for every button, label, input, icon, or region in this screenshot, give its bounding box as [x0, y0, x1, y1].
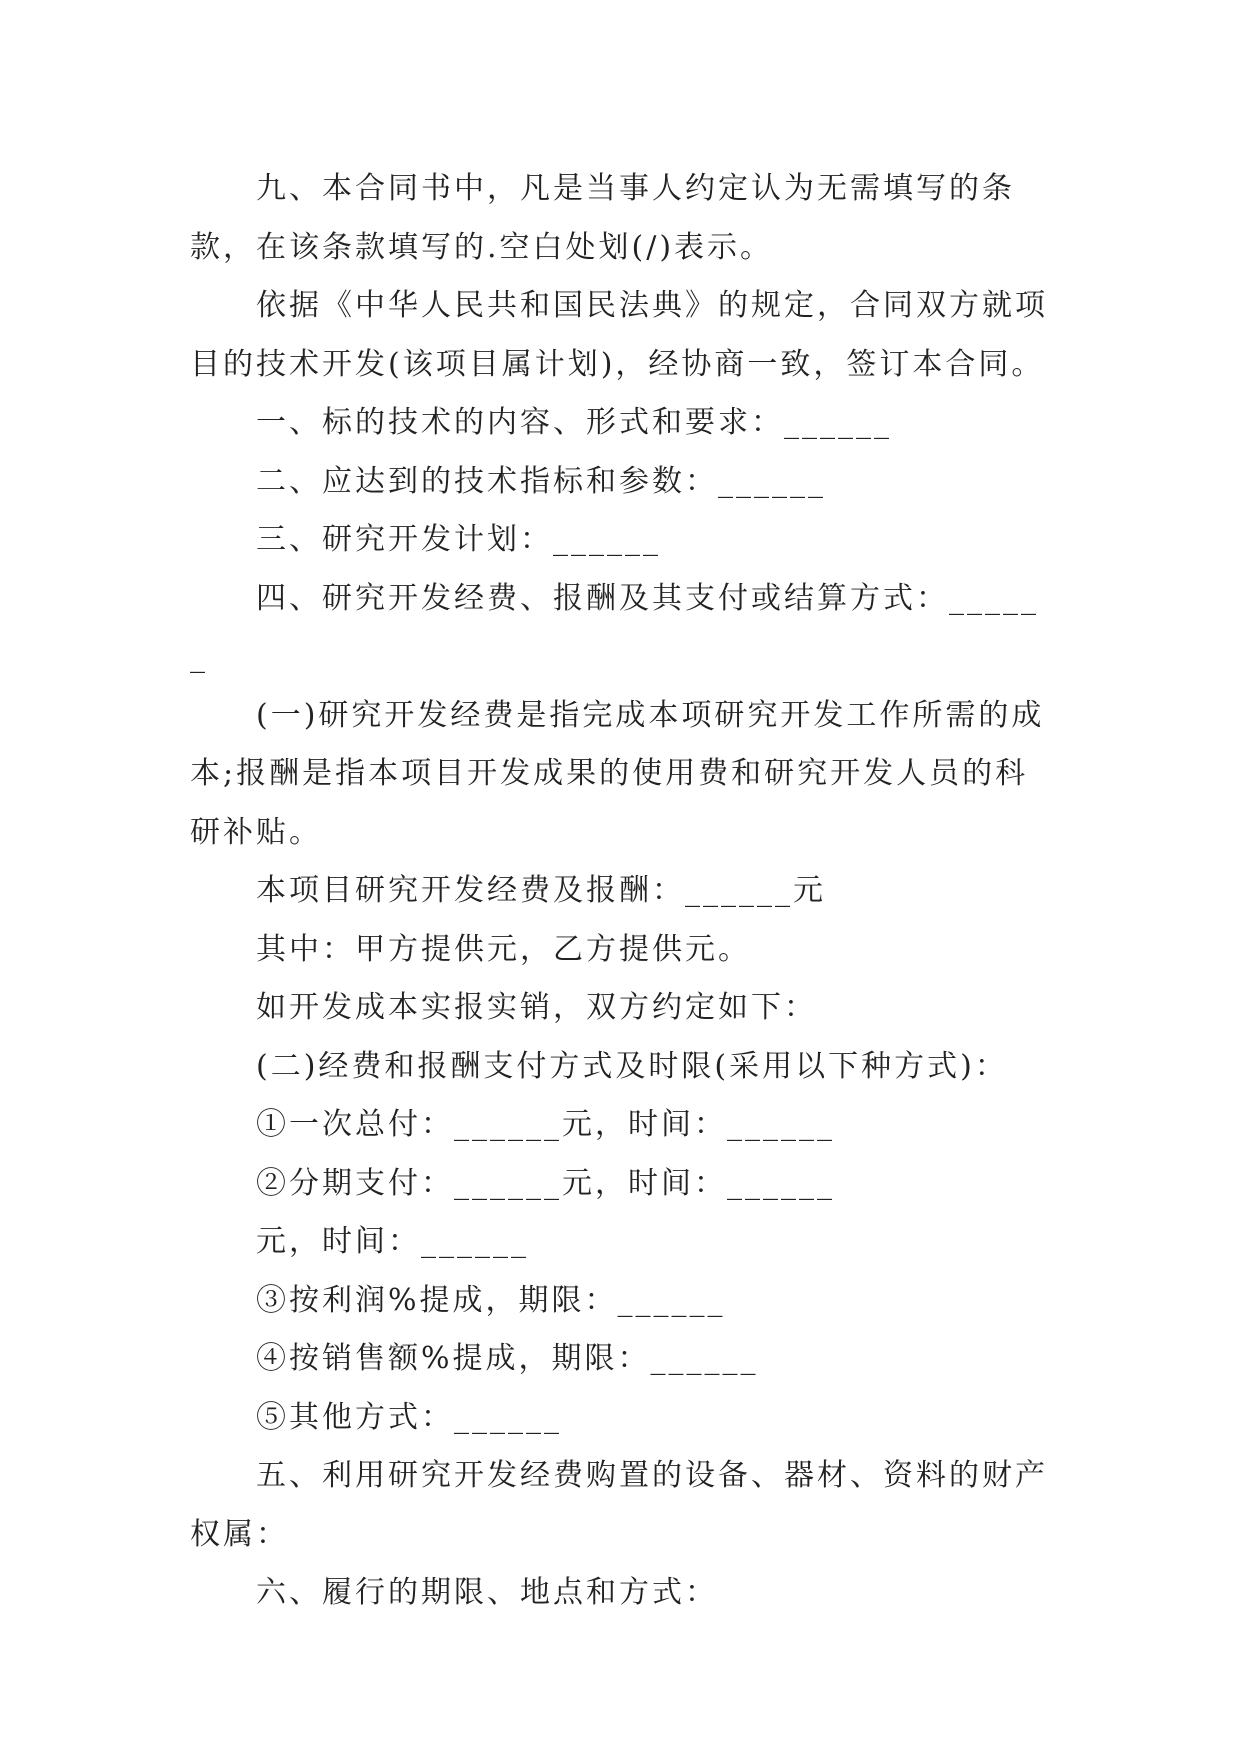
cost-reimbursement-line: 如开发成本实报实销，双方约定如下：: [256, 990, 817, 1025]
contract-body: [190, 160, 1052, 1623]
clause-four-funding-and-payment: 四、研究开发经费、报酬及其支付或结算方式：______: [190, 580, 1039, 674]
clause-nine-blank-marking: 九、本合同书中，凡是当事人约定认为无需填写的条款，在该条款填写的.空白处划(/)表示。: [190, 171, 1015, 265]
payment-option-sales-share: ④按销售额%提成，期限：______: [256, 1341, 759, 1376]
payment-installment-continued: 元，时间：______: [256, 1224, 529, 1259]
payment-option-installments: ②分期支付：______元，时间：______: [256, 1165, 835, 1201]
clause-one-subject-technology: 一、标的技术的内容、形式和要求：______: [256, 405, 892, 440]
clause-five-property-rights: 五、利用研究开发经费购置的设备、器材、资料的财产权属：: [190, 1458, 1048, 1552]
clause-four-item-two-payment-method: (二)经费和报酬支付方式及时限(采用以下种方式)：: [256, 1048, 1008, 1084]
clause-six-performance-terms: 六、履行的期限、地点和方式：: [256, 1575, 718, 1610]
funding-total-line: 本项目研究开发经费及报酬：______元: [256, 873, 826, 908]
clause-two-technical-indicators: 二、应达到的技术指标和参数：______: [256, 463, 826, 499]
contract-preamble: 依据《中华人民共和国民法典》的规定，合同双方就项目的技术开发(该项目属计划)，经协商一致，签订本合同。: [190, 288, 1048, 382]
funding-split-line: 其中：甲方提供元，乙方提供元。: [256, 931, 751, 967]
payment-option-other: ⑤其他方式：______: [256, 1399, 562, 1435]
payment-option-profit-share: ③按利润%提成，期限：______: [256, 1282, 726, 1318]
clause-three-rd-plan: 三、研究开发计划：______: [256, 522, 661, 557]
payment-option-lump-sum: ①一次总付：______元，时间：______: [256, 1107, 835, 1142]
clause-four-item-one-definition: (一)研究开发经费是指完成本项研究开发工作所需的成本;报酬是指本项目开发成果的使用费和研究开发人员的科研补贴。: [190, 697, 1045, 850]
